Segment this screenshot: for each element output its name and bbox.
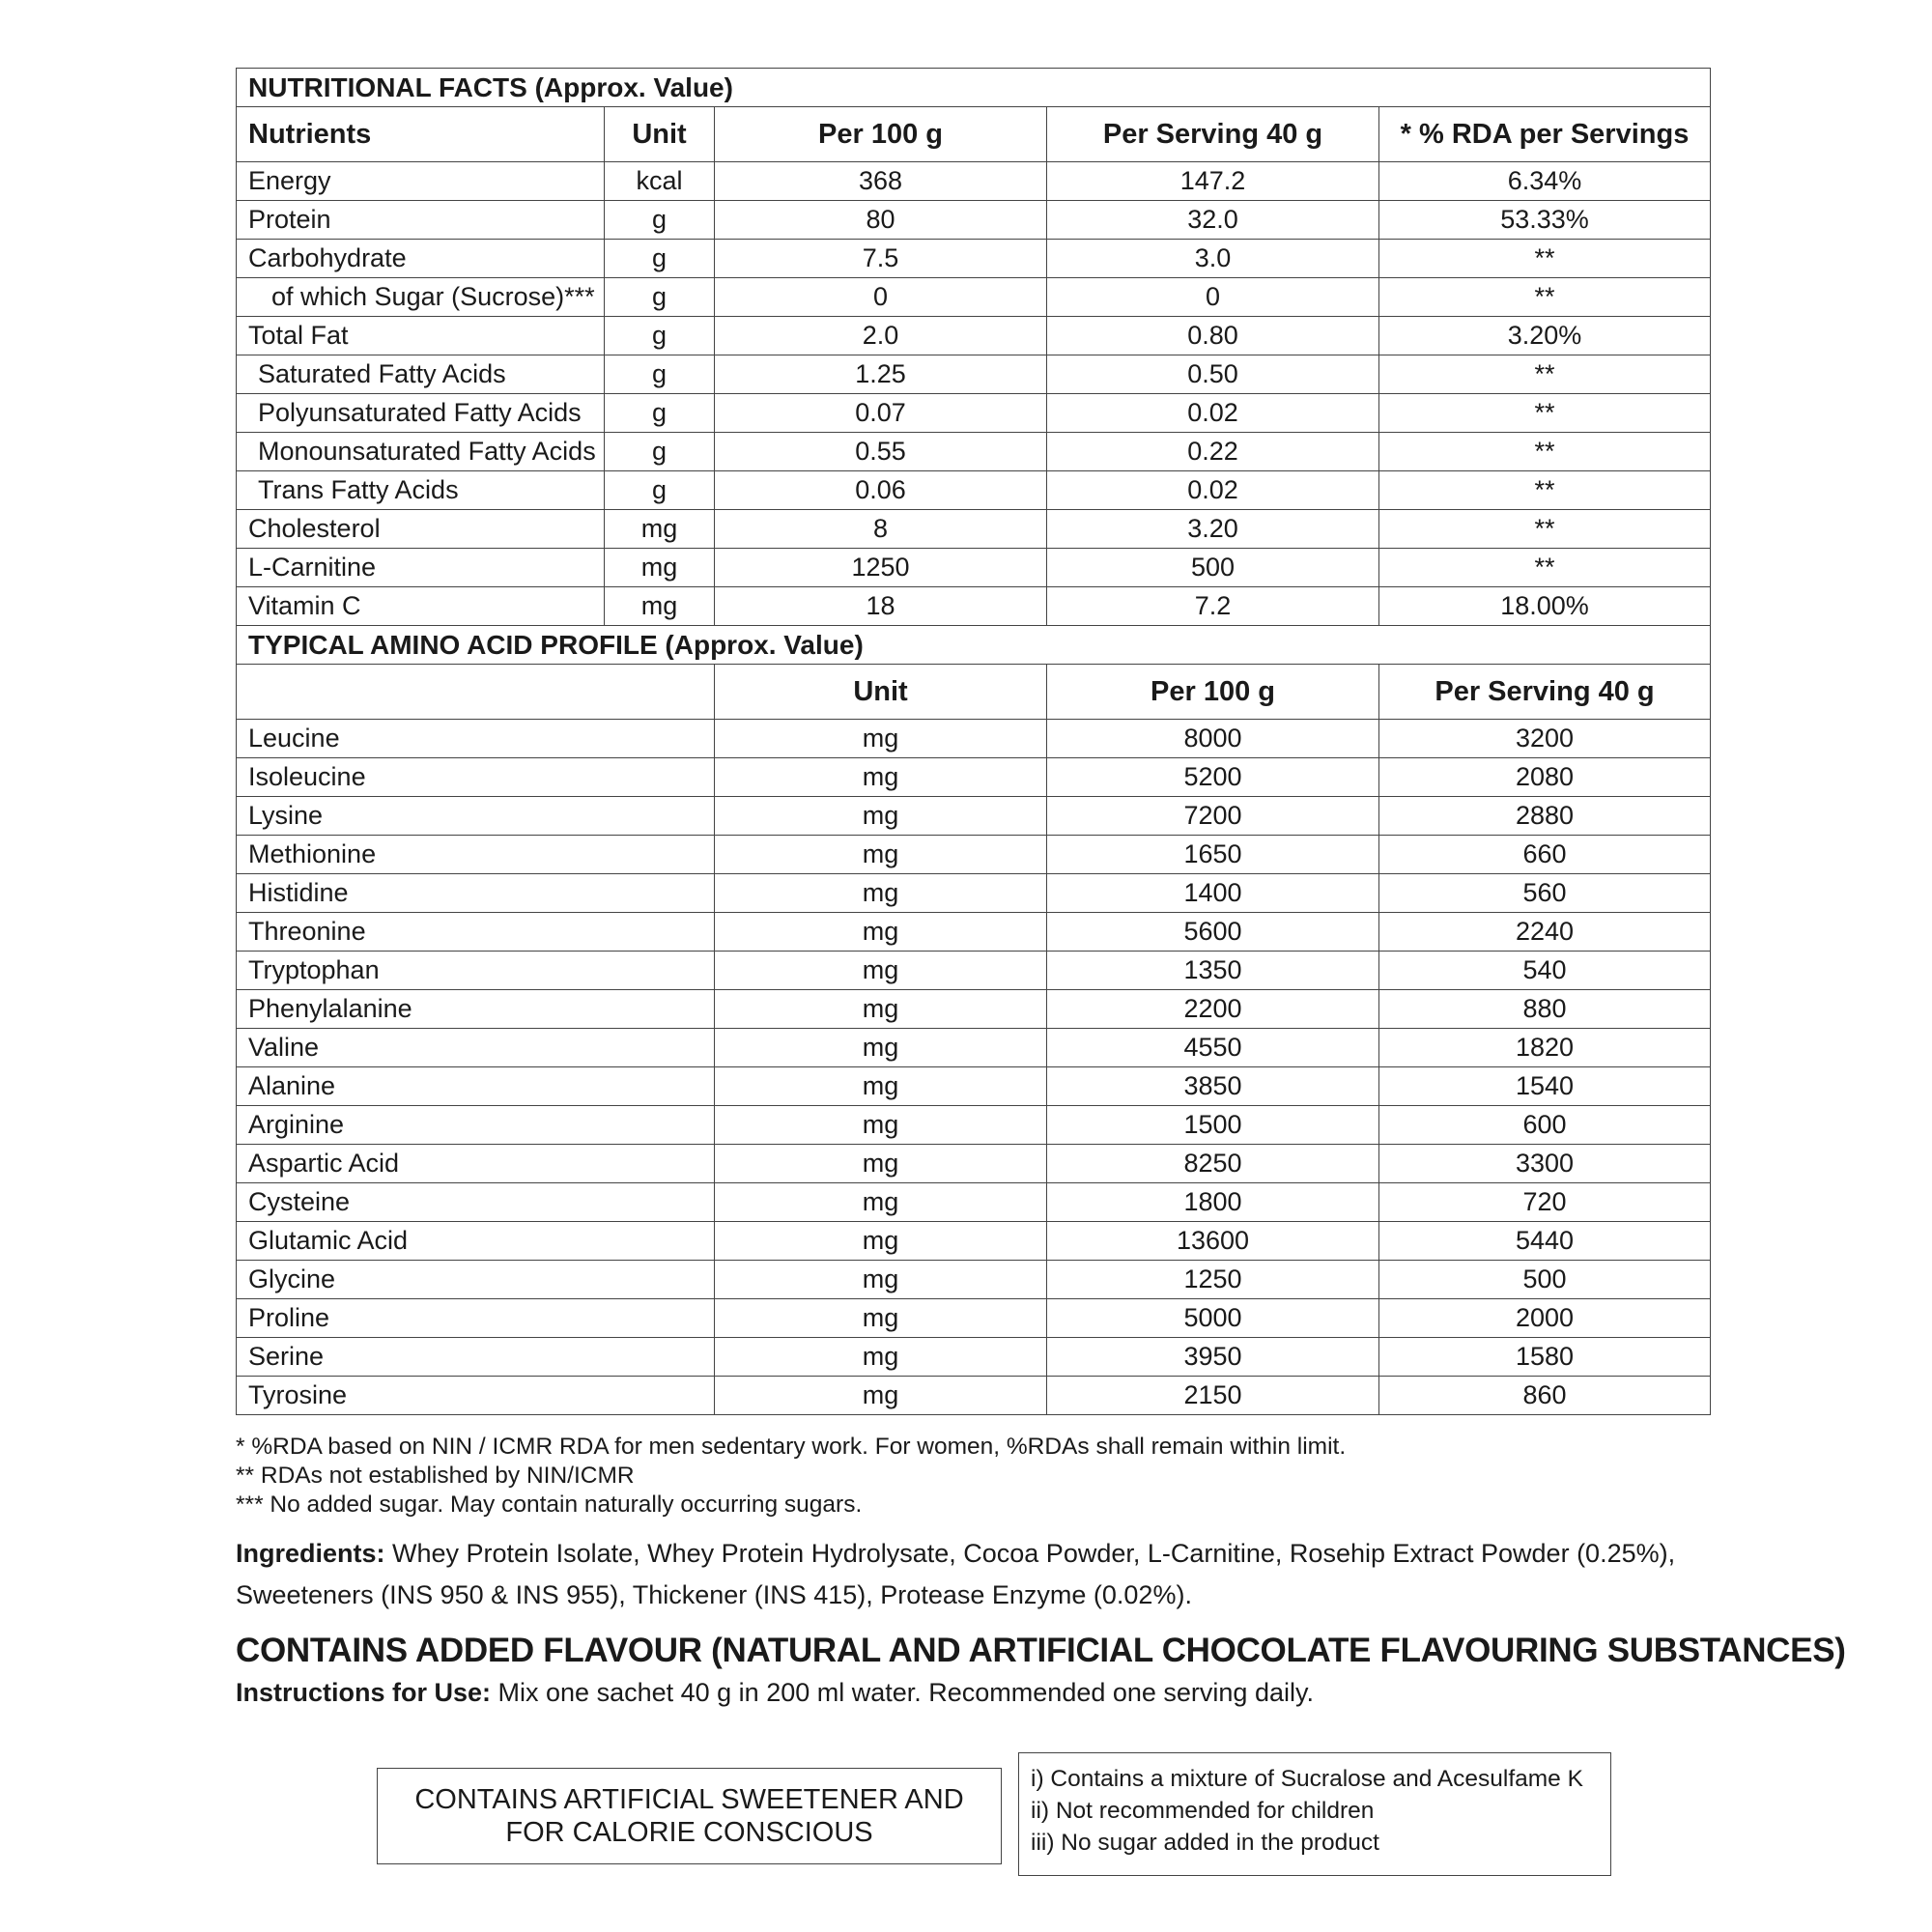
table-row <box>237 278 1711 317</box>
nutrient-per-100g: 8 <box>715 510 1047 549</box>
ingredients-text: Whey Protein Isolate, Whey Protein Hydrolysate, Cocoa Powder, L-Carnitine, Rosehip Extract Powder (0.25%), Sweeteners (INS 950 & INS 955), Thickener (INS 415), Protease Enzyme (0.02%). <box>236 1539 1676 1609</box>
amino-per-100g: 5600 <box>1047 913 1379 952</box>
amino-unit: mg <box>715 758 1047 797</box>
amino-per-100g: 1250 <box>1047 1261 1379 1299</box>
amino-unit: mg <box>715 797 1047 836</box>
flavour-statement: CONTAINS ADDED FLAVOUR (NATURAL AND ARTIFICIAL CHOCOLATE FLAVOURING SUBSTANCES) <box>236 1632 1846 1669</box>
amino-per-100g: 8000 <box>1047 720 1379 758</box>
amino-unit: mg <box>715 1183 1047 1222</box>
nutrition-table <box>236 68 1711 1415</box>
amino-name: Proline <box>237 1299 715 1338</box>
nutrient-per-100g: 0.06 <box>715 471 1047 510</box>
nutrient-per-serving: 0 <box>1047 278 1379 317</box>
amino-unit: mg <box>715 874 1047 913</box>
amino-unit: mg <box>715 913 1047 952</box>
nutrient-name: Protein <box>237 201 605 240</box>
amino-per-serving: 2080 <box>1379 758 1711 797</box>
nutrient-per-100g: 368 <box>715 162 1047 201</box>
nutrient-per-100g: 2.0 <box>715 317 1047 355</box>
amino-per-100g: 5000 <box>1047 1299 1379 1338</box>
header-rda: * % RDA per Servings <box>1379 107 1711 162</box>
nutrition-title: NUTRITIONAL FACTS (Approx. Value) <box>237 69 1711 107</box>
nutrient-per-serving: 0.02 <box>1047 394 1379 433</box>
table-row <box>237 549 1711 587</box>
amino-name: Methionine <box>237 836 715 874</box>
amino-unit: mg <box>715 720 1047 758</box>
table-row <box>237 1222 1711 1261</box>
nutrient-unit: mg <box>605 587 715 626</box>
nutrient-name: of which Sugar (Sucrose)*** <box>237 278 605 317</box>
amino-per-serving: 720 <box>1379 1183 1711 1222</box>
nutrient-rda: ** <box>1379 549 1711 587</box>
amino-per-serving: 1540 <box>1379 1067 1711 1106</box>
nutrient-per-serving: 0.02 <box>1047 471 1379 510</box>
amino-per-100g: 8250 <box>1047 1145 1379 1183</box>
nutrient-rda: ** <box>1379 510 1711 549</box>
table-row <box>237 874 1711 913</box>
instructions-label: Instructions for Use: <box>236 1678 492 1707</box>
amino-header-per-serving: Per Serving 40 g <box>1379 665 1711 720</box>
amino-per-serving: 2000 <box>1379 1299 1711 1338</box>
amino-name: Arginine <box>237 1106 715 1145</box>
nutrient-unit: mg <box>605 549 715 587</box>
nutrient-name: Monounsaturated Fatty Acids <box>237 433 605 471</box>
nutrition-header-row <box>237 107 1711 162</box>
table-row <box>237 1338 1711 1377</box>
table-row <box>237 1145 1711 1183</box>
nutrient-rda: 3.20% <box>1379 317 1711 355</box>
table-row <box>237 1299 1711 1338</box>
nutrient-rda: ** <box>1379 240 1711 278</box>
nutrient-rda: ** <box>1379 394 1711 433</box>
table-row <box>237 433 1711 471</box>
instructions <box>236 1678 1710 1708</box>
nutrient-unit: g <box>605 317 715 355</box>
amino-per-100g: 7200 <box>1047 797 1379 836</box>
table-row <box>237 952 1711 990</box>
nutrient-per-100g: 0.07 <box>715 394 1047 433</box>
table-row <box>237 317 1711 355</box>
table-row <box>237 758 1711 797</box>
amino-unit: mg <box>715 1106 1047 1145</box>
nutrient-unit: g <box>605 355 715 394</box>
nutrient-per-serving: 32.0 <box>1047 201 1379 240</box>
amino-name: Glutamic Acid <box>237 1222 715 1261</box>
amino-per-100g: 2150 <box>1047 1377 1379 1415</box>
footnote: * %RDA based on NIN / ICMR RDA for men sedentary work. For women, %RDAs shall remain within limit. <box>236 1434 1347 1460</box>
ingredients <box>236 1533 1710 1616</box>
amino-per-serving: 3300 <box>1379 1145 1711 1183</box>
footnote: *** No added sugar. May contain naturally occurring sugars. <box>236 1492 863 1518</box>
nutrient-unit: g <box>605 240 715 278</box>
amino-per-100g: 4550 <box>1047 1029 1379 1067</box>
amino-header-per-100g: Per 100 g <box>1047 665 1379 720</box>
table-row <box>237 201 1711 240</box>
table-row <box>237 797 1711 836</box>
nutrient-per-100g: 7.5 <box>715 240 1047 278</box>
nutrient-unit: mg <box>605 510 715 549</box>
table-row <box>237 240 1711 278</box>
nutrient-rda: 6.34% <box>1379 162 1711 201</box>
table-row <box>237 1261 1711 1299</box>
nutrient-per-serving: 500 <box>1047 549 1379 587</box>
table-row <box>237 1067 1711 1106</box>
nutrient-rda: ** <box>1379 433 1711 471</box>
amino-per-100g: 3950 <box>1047 1338 1379 1377</box>
amino-name: Threonine <box>237 913 715 952</box>
amino-header-unit: Unit <box>715 665 1047 720</box>
nutrient-unit: kcal <box>605 162 715 201</box>
table-row <box>237 913 1711 952</box>
table-row <box>237 1029 1711 1067</box>
nutrient-rda: 53.33% <box>1379 201 1711 240</box>
warning-item: i) Contains a mixture of Sucralose and Acesulfame K <box>1031 1766 1583 1792</box>
amino-name: Cysteine <box>237 1183 715 1222</box>
nutrient-name: Energy <box>237 162 605 201</box>
amino-per-serving: 560 <box>1379 874 1711 913</box>
amino-name: Lysine <box>237 797 715 836</box>
nutrient-per-serving: 0.80 <box>1047 317 1379 355</box>
nutrient-unit: g <box>605 471 715 510</box>
amino-per-serving: 880 <box>1379 990 1711 1029</box>
table-row <box>237 836 1711 874</box>
nutrient-per-100g: 1250 <box>715 549 1047 587</box>
amino-name: Glycine <box>237 1261 715 1299</box>
amino-per-serving: 1820 <box>1379 1029 1711 1067</box>
amino-per-serving: 2880 <box>1379 797 1711 836</box>
header-per-serving: Per Serving 40 g <box>1047 107 1379 162</box>
amino-title: TYPICAL AMINO ACID PROFILE (Approx. Value) <box>237 626 1711 665</box>
amino-unit: mg <box>715 1299 1047 1338</box>
amino-header-name <box>237 665 715 720</box>
nutrient-rda: ** <box>1379 355 1711 394</box>
nutrient-unit: g <box>605 433 715 471</box>
header-per-100g: Per 100 g <box>715 107 1047 162</box>
table-row <box>237 990 1711 1029</box>
amino-unit: mg <box>715 1222 1047 1261</box>
table-row <box>237 720 1711 758</box>
amino-unit: mg <box>715 1029 1047 1067</box>
table-row <box>237 1106 1711 1145</box>
label-content <box>236 68 1846 1708</box>
amino-per-100g: 1400 <box>1047 874 1379 913</box>
nutrient-per-100g: 80 <box>715 201 1047 240</box>
nutrient-name: Polyunsaturated Fatty Acids <box>237 394 605 433</box>
amino-name: Serine <box>237 1338 715 1377</box>
amino-name: Histidine <box>237 874 715 913</box>
table-row <box>237 1377 1711 1415</box>
nutrient-per-serving: 147.2 <box>1047 162 1379 201</box>
amino-unit: mg <box>715 836 1047 874</box>
amino-per-serving: 5440 <box>1379 1222 1711 1261</box>
nutrient-rda: ** <box>1379 471 1711 510</box>
amino-header-row <box>237 665 1711 720</box>
amino-name: Phenylalanine <box>237 990 715 1029</box>
warnings-box <box>1018 1752 1611 1876</box>
amino-unit: mg <box>715 990 1047 1029</box>
nutrient-per-100g: 1.25 <box>715 355 1047 394</box>
instructions-text: Mix one sachet 40 g in 200 ml water. Recommended one serving daily. <box>491 1678 1314 1707</box>
amino-unit: mg <box>715 1145 1047 1183</box>
nutrient-per-serving: 3.0 <box>1047 240 1379 278</box>
nutrient-name: Trans Fatty Acids <box>237 471 605 510</box>
amino-unit: mg <box>715 952 1047 990</box>
amino-per-100g: 3850 <box>1047 1067 1379 1106</box>
amino-name: Leucine <box>237 720 715 758</box>
amino-per-100g: 2200 <box>1047 990 1379 1029</box>
amino-per-serving: 600 <box>1379 1106 1711 1145</box>
nutrient-name: L-Carnitine <box>237 549 605 587</box>
table-row <box>237 162 1711 201</box>
footnotes <box>236 1433 1710 1520</box>
amino-per-serving: 660 <box>1379 836 1711 874</box>
amino-per-serving: 2240 <box>1379 913 1711 952</box>
amino-per-100g: 13600 <box>1047 1222 1379 1261</box>
sweetener-box-line: FOR CALORIE CONSCIOUS <box>505 1817 873 1848</box>
table-row <box>237 394 1711 433</box>
nutrient-rda: 18.00% <box>1379 587 1711 626</box>
amino-name: Tryptophan <box>237 952 715 990</box>
nutrient-per-serving: 0.50 <box>1047 355 1379 394</box>
amino-per-100g: 5200 <box>1047 758 1379 797</box>
nutrient-name: Vitamin C <box>237 587 605 626</box>
nutrient-name: Cholesterol <box>237 510 605 549</box>
table-row <box>237 471 1711 510</box>
amino-unit: mg <box>715 1067 1047 1106</box>
nutrient-name: Carbohydrate <box>237 240 605 278</box>
amino-per-serving: 1580 <box>1379 1338 1711 1377</box>
nutrient-per-100g: 0 <box>715 278 1047 317</box>
nutrient-per-serving: 0.22 <box>1047 433 1379 471</box>
warning-item: ii) Not recommended for children <box>1031 1798 1375 1824</box>
artificial-sweetener-box <box>377 1768 1002 1864</box>
nutrient-per-100g: 18 <box>715 587 1047 626</box>
table-row <box>237 355 1711 394</box>
footnote: ** RDAs not established by NIN/ICMR <box>236 1463 635 1489</box>
table-row <box>237 1183 1711 1222</box>
nutrient-rda: ** <box>1379 278 1711 317</box>
amino-name: Tyrosine <box>237 1377 715 1415</box>
amino-name: Aspartic Acid <box>237 1145 715 1183</box>
nutrient-name: Saturated Fatty Acids <box>237 355 605 394</box>
warning-item: iii) No sugar added in the product <box>1031 1830 1379 1856</box>
nutrient-per-100g: 0.55 <box>715 433 1047 471</box>
amino-per-serving: 3200 <box>1379 720 1711 758</box>
amino-name: Alanine <box>237 1067 715 1106</box>
table-row <box>237 510 1711 549</box>
amino-unit: mg <box>715 1377 1047 1415</box>
amino-name: Isoleucine <box>237 758 715 797</box>
nutrient-per-serving: 3.20 <box>1047 510 1379 549</box>
nutrient-per-serving: 7.2 <box>1047 587 1379 626</box>
amino-per-100g: 1350 <box>1047 952 1379 990</box>
header-unit: Unit <box>605 107 715 162</box>
amino-per-100g: 1500 <box>1047 1106 1379 1145</box>
amino-name: Valine <box>237 1029 715 1067</box>
amino-per-serving: 500 <box>1379 1261 1711 1299</box>
amino-per-100g: 1800 <box>1047 1183 1379 1222</box>
nutrient-unit: g <box>605 278 715 317</box>
amino-unit: mg <box>715 1338 1047 1377</box>
nutrient-name: Total Fat <box>237 317 605 355</box>
amino-per-serving: 540 <box>1379 952 1711 990</box>
amino-unit: mg <box>715 1261 1047 1299</box>
amino-per-serving: 860 <box>1379 1377 1711 1415</box>
nutrient-unit: g <box>605 394 715 433</box>
sweetener-box-line: CONTAINS ARTIFICIAL SWEETENER AND <box>414 1784 964 1815</box>
nutrient-unit: g <box>605 201 715 240</box>
header-nutrients: Nutrients <box>237 107 605 162</box>
ingredients-label: Ingredients: <box>236 1539 385 1568</box>
amino-per-100g: 1650 <box>1047 836 1379 874</box>
table-row <box>237 587 1711 626</box>
